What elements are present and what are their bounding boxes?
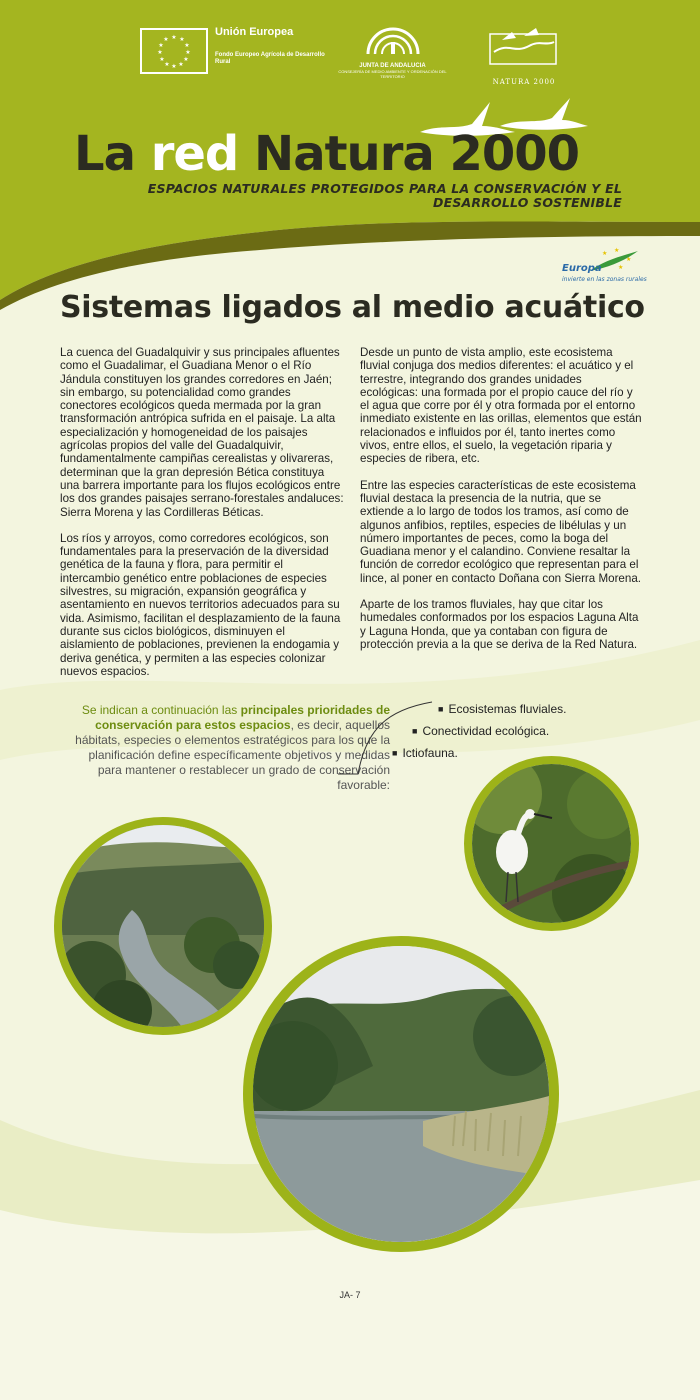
svg-text:★: ★	[184, 42, 190, 49]
svg-text:★: ★	[158, 42, 164, 49]
svg-text:★: ★	[185, 49, 191, 56]
europa-rural-logo	[562, 247, 647, 287]
junta-logo	[330, 24, 455, 79]
page-subtitle: ESPACIOS NATURALES PROTEGIDOS PARA LA CONSERVACIÓN Y EL DESARROLLO SOSTENIBLE	[147, 181, 622, 210]
europa-tagline: invierte en las zonas rurales	[562, 276, 647, 283]
list-item: ■ Conectividad ecológica.	[412, 724, 549, 738]
junta-dept: CONSEJERÍA DE MEDIO AMBIENTE Y ORDENACIÓN DEL TERRITORIO	[338, 69, 447, 79]
natura-birds-icon	[484, 24, 564, 74]
intro-highlight: principales prioridades de conservación para estos espacios	[95, 703, 390, 732]
svg-text:★: ★	[178, 61, 184, 68]
egret-photo	[464, 756, 639, 931]
list-item: ■ Ecosistemas fluviales.	[438, 702, 566, 716]
svg-text:★: ★	[171, 63, 177, 70]
title-part-2: red	[150, 126, 239, 182]
junta-name: JUNTA DE ANDALUCIA	[359, 63, 426, 69]
svg-text:★: ★	[157, 49, 163, 56]
svg-text:★: ★	[618, 264, 624, 271]
svg-text:★: ★	[626, 256, 632, 263]
logo-bar	[0, 20, 700, 90]
list-item: ■ Ictiofauna.	[392, 746, 458, 760]
svg-text:★: ★	[179, 36, 185, 43]
svg-text:★: ★	[163, 36, 169, 43]
eu-name: Unión Europea	[215, 26, 294, 38]
lake-photo	[243, 936, 559, 1252]
right-column	[360, 346, 642, 664]
paragraph: Entre las especies características de este ecosistema fluvial destaca la presencia de la nutria, que se extiende a lo largo de todos los tramos, así como de algunos anfibios, reptiles, especies de libélulas y un número importantes de peces, como la boga del Guadiana menor y el calandino. Conviene resaltar la función de corredor ecológico que representan para el lince, al poner en contacto Doñana con Sierra Morena.	[360, 478, 641, 585]
left-column	[60, 346, 345, 691]
river-valley-photo	[54, 817, 272, 1035]
page-title	[74, 126, 579, 182]
svg-text:★: ★	[171, 34, 177, 41]
europa-word: Europa	[562, 263, 602, 274]
svg-text:★: ★	[159, 56, 165, 63]
svg-text:★: ★	[602, 250, 608, 257]
paragraph: La cuenca del Guadalquivir y sus principales afluentes como el Guadalimar, el Guadiana Menor o el Río Jándula constituyen los grandes corredores en Jaén; sin embargo, su potencialidad como grandes conectores ecológicos queda mermada por la gran transformación antrópica sufrida en el paisaje. La alta especialización y homogeneidad de los paisajes agrícolas propios del valle del Guadalquivir, fundamentalmente campiñas cerealistas y olivareras, determinan que la gran depresión Bética constituya una barrera importante para los flujos ecológicos entre los dos grandes paisajes serrano-forestales andaluces: Sierra Morena y las Cordilleras Béticas.	[60, 346, 344, 519]
section-title: Sistemas ligados al medio acuático	[60, 290, 645, 325]
svg-text:★: ★	[183, 56, 189, 63]
junta-arch-icon	[363, 24, 423, 56]
title-part-1: La	[74, 126, 135, 182]
eu-flag-icon	[140, 28, 208, 74]
title-part-3: Natura 2000	[254, 126, 580, 182]
intro-lead: Se indican a continuación las	[81, 703, 241, 717]
connector-line	[336, 700, 436, 780]
natura-label: NATURA 2000	[492, 78, 556, 86]
paragraph: Los ríos y arroyos, como corredores ecológicos, son fundamentales para la preservación de la diversidad genética de la fauna y flora, para permitir el intercambio genético entre poblaciones de especies silvestres, su migración, expansión geográfica y asentamiento en nuevos territorios adecuados para su vida. Asimismo, facilitan el desplazamiento de la fauna durante sus ciclos biológicos, disminuyen el aislamiento de poblaciones, previenen la endogamia y deriva genética, y permiten a las especies colonizar nuevos espacios.	[60, 531, 341, 678]
paragraph: Aparte de los tramos fluviales, hay que citar los humedales conformados por los espacios Laguna Alta y Laguna Honda, que ya contaban con figura de protección previa a la que se deriva de la Red Natura.	[360, 598, 639, 651]
page-number: JA- 7	[339, 1290, 361, 1300]
intro-rest: , es decir, aquellos hábitats, especies o elementos estratégicos para los que la planificación define específicamente objetivos y medidas para mantener o restablecer un grado de conservación favorable:	[75, 718, 390, 792]
eu-fund: Fondo Europeo Agrícola de Desarrollo Rural	[215, 52, 325, 65]
svg-text:★: ★	[614, 247, 620, 254]
svg-text:★: ★	[164, 61, 170, 68]
natura-2000-logo	[484, 24, 564, 86]
eu-text	[215, 26, 335, 66]
paragraph: Desde un punto de vista amplio, este ecosistema fluvial conjuga dos medios diferentes: el acuático y el terrestre, integrando dos grandes unidades ecológicas: una formada por el propio cauce del río y el agua que corre por él y otra formada por el entorno inmediato existente en las orillas, elementos que están relacionados e influidos por él, tanto inertes como vivos, entre ellos, el suelo, la vegetación riparia y especies de ribera, etc.	[360, 346, 642, 466]
